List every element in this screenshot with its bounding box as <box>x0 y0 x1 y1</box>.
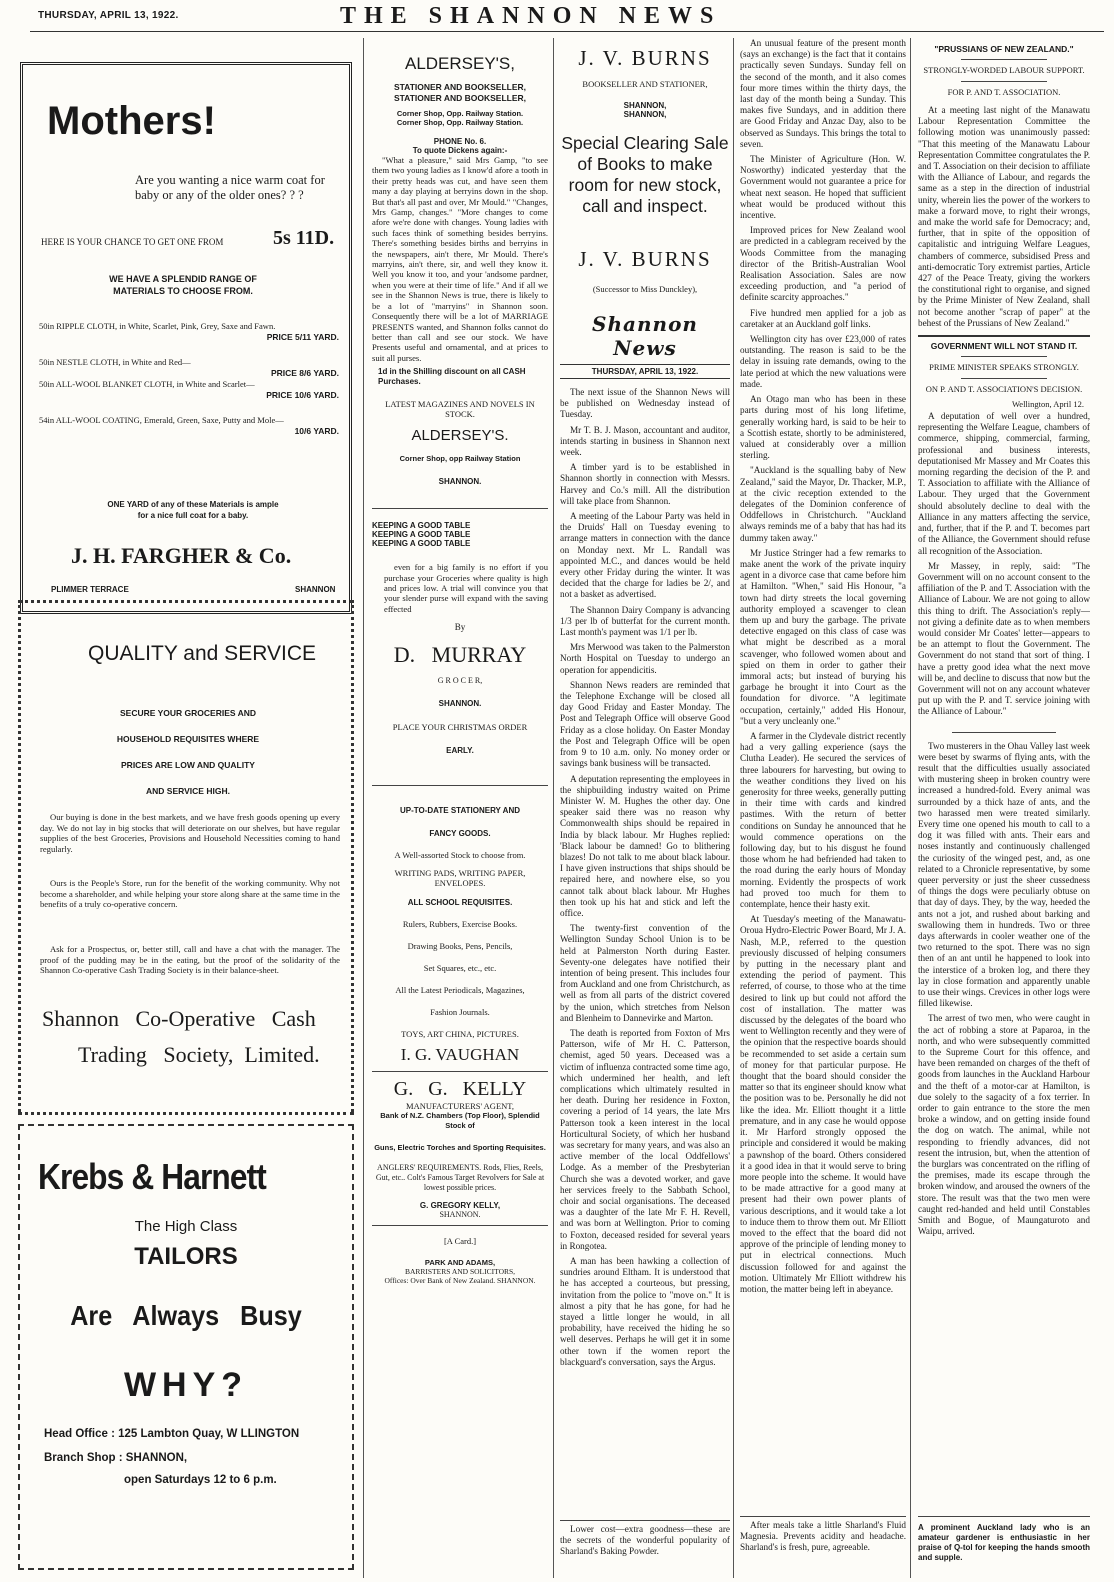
item-price: PRICE 10/6 YARD. <box>266 390 339 400</box>
park-offices: Offices: Over Bank of New Zealand. SHANNON. <box>384 1276 536 1286</box>
mothers-ad <box>20 62 352 614</box>
krebs-hours: open Saturdays 12 to 6 p.m. <box>124 1474 277 1486</box>
aldersey-title: ALDERSEY'S, <box>404 54 515 73</box>
news-para: Mrs Merwood was taken to the Palmerston North Hospital on Tuesday to undergo an operation for appendicitis. <box>560 642 730 675</box>
coop-border-right <box>351 600 354 1112</box>
headline-rule <box>961 81 1047 82</box>
burns-sub: BOOKSELLER AND STATIONER, <box>582 79 708 89</box>
vaughan-pads: WRITING PADS, WRITING PAPER, ENVELOPES. <box>394 868 526 889</box>
headline-rule <box>961 378 1047 379</box>
vaughan-assorted: A Well-assorted Stock to choose from. <box>394 850 526 861</box>
govt-para3: Mr Massey, in reply, said: "The Government will on no account consent to the affiliation of the P. and T. Association with the Alliance of Labour. We are not going to allow this thing to drift. The Association's reply—not giving a definite date as to when members would consider Mr Coates' letter—appears to be an attempt to flout the Government. The Government do not stand that sort of thing. I have a pretty good idea what the next move will be, and decline to discuss that now but the Government will not on any account whatever put up with the P. and T. service joining with the Alliance of Labour." <box>918 560 1090 717</box>
aldersey-corner1: Corner Shop, Opp. Railway Station. <box>396 109 524 118</box>
aldersey-discount: 1d in the Shilling discount on all CASH Purchases. <box>378 367 526 387</box>
masthead-date: THURSDAY, APRIL 13, 1922. <box>38 10 179 21</box>
section-rule <box>918 335 1090 337</box>
news-para: A deputation representing the employees in the shipbuilding industry waited on Prime Minister W. M. Hughes the other day. One speaker said there was no reason why Commonwealth ships should be repaired in India by black labour. Mr Hughes replied: 'Black labour be damned! Go to blithering blazes! Do not talk to me about black labour. I have given instructions that ships should be repaired here, and nowhere else, so you cannot talk about black labour. Mr Hughes then took up his hat and stick and left the office. <box>560 773 730 918</box>
govt-dateline: Wellington, April 12. <box>1011 399 1084 410</box>
ad-rule <box>372 785 548 786</box>
col5-footer-box <box>918 1516 1090 1567</box>
murray-text: even for a big family is no effort if you purchase your Groceries where quality is high and prices low. A trial will convince you that your slender purse will expand with the saving effected <box>384 562 548 614</box>
kelly-shannon: SHANNON. <box>439 1210 481 1220</box>
krebs-line2: TAILORS <box>134 1243 238 1270</box>
govt-para2: A deputation of well over a hundred, representing the Welfare League, chambers of commerce, shipping, commercial, farming, professional and business interests, deputationised Mr Massey and Mr Coates this morning regarding the decision of the P. and T. Association to affiliate with the Alliance of Labour. They urged that the Government should absolutely decline to deal with the Alliance in any matters affecting the service, and, further, that if the P. and T. becomes part of the Alliance, the Government should refuse all recognition of the Association. <box>918 411 1090 556</box>
aldersey-latest: LATEST MAGAZINES AND NOVELS IN STOCK. <box>385 399 535 420</box>
column-5-news <box>918 38 1090 1538</box>
aldersey-title-2: ALDERSEY'S. <box>411 427 509 445</box>
murray-xmas: PLACE YOUR CHRISTMAS ORDER <box>392 722 528 733</box>
news-para: Improved prices for New Zealand wool are predicted in a cablegram received by the Woods Committee from the managing director of the British-Australian Wool Realisation Association. Sales are now exceeding production, and "a period of definite scarcity approaches." <box>740 225 906 303</box>
coop-line2: HOUSEHOLD REQUISITES WHERE <box>116 734 260 744</box>
news-para: Shannon News readers are reminded that the Telephone Exchange will be closed all day Good Friday and Easter Monday. The Post and Telegraph Office will observe Good Friday as a close holiday. On Easter Monday the Post and Telegraph Office will be open from 9 to 10 a.m. only. No money order or savings bank business will be transacted. <box>560 679 730 769</box>
govt-head: GOVERNMENT WILL NOT STAND IT. <box>930 341 1078 352</box>
kelly-anglers: ANGLERS' REQUIREMENTS. Rods, Flies, Reels, Gut, etc.. Colt's Famous Target Revolvers for Sale at lowest possible prices. <box>375 1163 545 1193</box>
column-3-news <box>560 38 730 1578</box>
dickens-text: "What a pleasure," said Mrs Gamp, "to see them two young ladies as I know'd afore a tooth in their pretty heads was cut, and have seen them many a day playing at berryins down in the shop. But that's all past and over, Mr Mould." "Changes, Mrs Gamp, changes." "More changes to come afore we're done with changes. Young ladies with such faces think of something besides berryins. There's something besides births and berryins in the newspapers, ain't there, Mr Mould. There's marryins, ain't there, sir, and well they know it. Well you know it too, and your 'andsome pardner, when you were at their time of life." And if all we see in the Shannon News is true, there is likely to be a lot of "marryins" in Shannon soon. Consequently there will be a lot of MARRIAGE PRESENTS wanted, and Shannon folks cannot do better than call and see our stock. We have Presents useful and ornamental, and at prices to suit all purses. <box>372 155 548 363</box>
mothers-headline: Mothers! <box>47 99 216 143</box>
mothers-item <box>39 357 339 379</box>
krebs-why: WHY? <box>123 1366 249 1404</box>
fargher-firm: J. H. FARGHER & Co. <box>71 543 292 568</box>
krebs-line3: Are Always Busy <box>70 1300 302 1331</box>
vaughan-squares: Set Squares, etc., etc. <box>423 963 497 974</box>
musterers-para: Two musterers in the Ohau Valley last week were beset by swarms of flying ants, with the result that the difficulties usually associated with mustering sheep in broken country were increased a hundred-fold. Every animal was surrounded by a thick haze of ants, and the two harassed men were treated similarly. Every time one opened his mouth to call to a dog it was filled with ants. Their ears and noses instantly and continuously challenged the curiosity of the winged pest, and, as one related to a Chronicle representative, by some queer perversity or just the sheer cussedness of things the dogs were peculiarly obtuse on that day of days. They, by the way, heeded the ants not a jot, and rushed about barking and swallowing them in hundreds. Two or three days afterwards in cooler weather one of the two returned to the spot. There was no sign then of an ant until he happened to look into the interstice of a broken log, and there they lay in close formation and apparently unable to use their wings. Crevices in other logs were filled likewise. <box>918 740 1090 1009</box>
prussians-title: "PRUSSIANS OF NEW ZEALAND." <box>934 44 1074 54</box>
coop-border-left <box>18 600 21 1112</box>
govt-sub2: ON P. AND T. ASSOCIATION'S DECISION. <box>925 384 1083 395</box>
item-desc: 50in RIPPLE CLOTH, in White, Scarlet, Pink, Grey, Saxe and Fawn. <box>39 321 276 331</box>
item-price: 10/6 YARD. <box>294 426 339 436</box>
masthead-title: THE SHANNON NEWS <box>340 3 722 29</box>
item-desc: 54in ALL-WOOL COATING, Emerald, Green, Saxe, Putty and Mole— <box>39 415 284 425</box>
kelly-bank: Bank of N.Z. Chambers (Top Floor), Splendid Stock of <box>380 1111 540 1131</box>
vaughan-toys: TOYS, ART CHINA, PICTURES. <box>401 1029 519 1040</box>
column-divider <box>910 38 911 1578</box>
mothers-item <box>39 415 339 437</box>
vaughan-periodicals: All the Latest Periodicals, Magazines, <box>395 985 525 996</box>
aldersey-sub2: STATIONER AND BOOKSELLER, <box>393 92 527 103</box>
burns-title-2: J. V. BURNS <box>578 247 712 271</box>
ad-rule <box>372 1071 548 1072</box>
coop-line1: SECURE YOUR GROCERIES AND <box>119 708 257 718</box>
news-para: Mr Justice Stringer had a few remarks to make anent the work of the private inquiry agent in a divorce case that came before him at Hamilton. "When," said His Honour, "a town had dirty streets the local governing authority employed a scavenger to clean them up and bury the garbage. The private detective engaged on this class of case was what might be described as a moral scavenger, who followed women about and spied on them in order to gather their immoral acts; but instead of burying his garbage he brought it into Court as the foundation for divorce. "A legitimate occupation, certainly," added His Honour, "but a very uncleanly one." <box>740 547 906 726</box>
vaughan-rulers: Rulers, Rubbers, Exercise Books. <box>402 919 518 930</box>
news-para: An Otago man who has been in these parts during most of his long lifetime, generally working hard, is said to be heir to a Scottish estate, shortly to be administered, valued at considerably over a million sterling. <box>740 394 906 461</box>
coop-firm-line2: Trading Society, Limited. <box>78 1042 320 1067</box>
krebs-firm: Krebs & Harnett <box>38 1156 266 1197</box>
news-para: A man has been hawking a collection of sundries around Eltham. It is understood that he has accepted a courteous, but pressing, invitation from the police to "move on." It is almost a pity that he has gone, for had he stayed a little longer he would, in all probability, have received the hiding he so well deserves. Perhaps he will get it in some other town if the women report the blackguard's conversation, says the Argus. <box>560 1256 730 1367</box>
keeping-line3: KEEPING A GOOD TABLE <box>372 539 471 549</box>
news-para: A timber yard is to be established in Shannon shortly in connection with Messrs. Harvey and Co.'s mill. All the distribution will take place from Shannon. <box>560 462 730 506</box>
vaughan-drawing: Drawing Books, Pens, Pencils, <box>407 941 513 952</box>
burns-successor: (Successor to Miss Dunckley), <box>592 284 698 294</box>
stationery-line2: FANCY GOODS. <box>429 829 491 839</box>
news-para: The Shannon Dairy Company is advancing 1/3 per lb of butterfat for the current month. Last month's payment was 1/1 per lb. <box>560 604 730 638</box>
headline-rule <box>961 356 1047 357</box>
vaughan-school: ALL SCHOOL REQUISITES. <box>407 898 513 908</box>
fargher-address-right: SHANNON <box>295 585 336 594</box>
murray-name: D. MURRAY <box>393 642 527 668</box>
news-para: Mr T. B. J. Mason, accountant and auditor, intends starting in business in Shannon next week. <box>560 424 730 458</box>
news-para: The twenty-first convention of the Wellington Sunday School Union is to be held at Palmerston North during Easter. Seventy-one delegates have notified their intention of being present. This includes four from Auckland and one from Christchurch, as well as from all parts of the district covered by the union, which stretches from Nelson and Blenheim to Dannevirke and Marton. <box>560 923 730 1023</box>
col4-footer: After meals take a little Sharland's Fluid Magnesia. Prevents acidity and headache. Sharland's is fresh, pure, agreeable. <box>740 1520 906 1553</box>
burns-shannon-a: SHANNON, <box>623 101 667 110</box>
mothers-item <box>39 321 339 343</box>
prussians-sub1: STRONGLY-WORDED LABOUR SUPPORT. <box>923 65 1085 75</box>
kelly-signature: G. GREGORY KELLY, <box>419 1201 501 1211</box>
krebs-branch: Branch Shop : SHANNON, <box>44 1452 188 1464</box>
news-para: Wellington city has over £23,000 of rates outstanding. The reason is said to be the delay in issuing rate demands, owing to the late period at which the new valuations were made. <box>740 334 906 389</box>
aldersey-sub1: STATIONER AND BOOKSELLER, <box>393 82 527 92</box>
aldersey-corner2: Corner Shop, Opp. Railway Station. <box>396 118 524 127</box>
item-price: PRICE 8/6 YARD. <box>270 368 339 378</box>
mothers-question: Are you wanting a nice warm coat for baby or any of the older ones? ? ? <box>135 173 325 202</box>
ad-rule <box>372 1225 548 1226</box>
coop-border-bottom <box>18 1112 354 1115</box>
coop-border-top <box>18 600 354 603</box>
burns-title: J. V. BURNS <box>578 46 712 70</box>
coop-para3: Ask for a Prospectus, or, better still, call and have a chat with the manager. The proof of the pudding may be in the eating, but the proof of the solidarity of the Shannon Co-operative Cash Trading Society is in their balance-sheet. <box>40 944 340 975</box>
coop-firm-line1: Shannon Co-Operative Cash <box>42 1006 316 1031</box>
coop-line4: AND SERVICE HIGH. <box>146 786 230 796</box>
kelly-name: G. G. KELLY <box>393 1078 527 1101</box>
column-4-news <box>740 38 906 1538</box>
park-card: [A Card.] <box>443 1236 477 1247</box>
kelly-guns: Guns, Electric Torches and Sporting Requisites. <box>374 1143 546 1153</box>
kelly-sub: MANUFACTURERS' AGENT, <box>406 1101 514 1112</box>
mothers-range: WE HAVE A SPLENDID RANGE OF MATERIALS TO CHOOSE FROM. <box>109 274 257 296</box>
news-paragraphs <box>560 387 730 1368</box>
mothers-yard-note: ONE YARD of any of these Materials is ample for a nice full coat for a baby. <box>107 500 279 520</box>
park-name: PARK AND ADAMS, <box>424 1258 496 1268</box>
murray-by: By <box>454 622 466 633</box>
aldersey-phone: PHONE No. 6. <box>433 137 487 146</box>
col5-footer: A prominent Auckland lady who is an amateur gardener is enthusiastic in her praise of Q-tol for keeping the hands smooth and supple. <box>918 1523 1090 1562</box>
murray-early: EARLY. <box>446 746 474 756</box>
keeping-line2: KEEPING A GOOD TABLE <box>372 530 471 540</box>
column-divider <box>363 38 364 1578</box>
krebs-border-left <box>18 1124 20 1570</box>
item-desc: 50in NESTLE CLOTH, in White and Red— <box>39 357 191 367</box>
prussians-para1: At a meeting last night of the Manawatu Labour Representation Committee the following motion was unanimously passed: "That this meeting of the Manawatu Labour Representation Committee congratulates the P. and T. Association on their decision to affiliate with the Alliance of Labour, and regards the same as a step in the direction of industrial unity, wherein lies the power of the workers to make a forward move, to right their wrongs, and make the world safe for Democracy; and, further, that in spite of the opposition of capitalistic and intriguing Welfare Leagues, chambers of commerce, subsidised Press and anti-democratic Tory extremist parties, Article 427 of the Peace Treaty, giving the workers the constitutional right to organise, and signed by the Prime Minister of New Zealand, shall not become another "scrap of paper" at the behest of the Prussians of New Zealand." <box>918 105 1090 328</box>
burns-shannon-b: SHANNON, <box>623 110 667 119</box>
krebs-head-office: Head Office : 125 Lambton Quay, W LLINGTON <box>44 1428 300 1440</box>
stationery-line1: UP-TO-DATE STATIONERY AND <box>400 806 520 816</box>
prussians-sub2: FOR P. AND T. ASSOCIATION. <box>947 87 1061 97</box>
section-rule <box>952 732 1055 733</box>
item-price: PRICE 5/11 YARD. <box>266 332 339 342</box>
item-desc: 50in ALL-WOOL BLANKET CLOTH, in White and Scarlet— <box>39 379 255 389</box>
col4-footer-box <box>740 1516 906 1567</box>
news-para: An unusual feature of the present month (says an exchange) is the fact that it contains practically seven Sundays. Sunday fell on the second of the month, and it also comes four more times within the thirty days, the last day of the month being a Sunday. This makes five Sundays, and in addition there are Good Friday and Anzac Day, also to be observed as Sundays. This brings the total to seven. <box>740 38 906 149</box>
headline-rule <box>961 59 1047 60</box>
news-para: "Auckland is the squalling baby of New Zealand," said the Mayor, Dr. Thacker, M.P., at the civic reception extended to the delegates of the Dominion conference of Oddfellows in Christchurch. "Auckland always reminds me of a baby that has had its dummy taken away." <box>740 465 906 543</box>
mothers-price: 5s 11D. <box>273 227 335 249</box>
burns-sale: Special Clearing Sale of Books to make room for new stock, call and inspect. <box>561 133 729 216</box>
coop-para1: Our buying is done in the best markets, and we have fresh goods opening up every day. We do not lay in big stocks that will deteriorate on our shelves, but have regular supplies of the best Groceries, Provisions and Household Necessities coming to hand regularly. <box>40 812 340 854</box>
column-divider <box>733 38 734 1578</box>
column-divider <box>553 38 554 1578</box>
col3-footer-box <box>560 1520 730 1561</box>
news-para: Five hundred men applied for a job as caretaker at an Auckland golf links. <box>740 307 906 329</box>
arrest-para: The arrest of two men, who were caught in the act of robbing a store at Paparoa, in the north, and who were subsequently committed to the Supreme Court for this offence, and have been remanded on charges of the theft of goods from launches in the Auckland Harbour and the theft of a motor-car at Hamilton, is due solely to the sagacity of a fox terrier. In order to gain entrance to the store the men broke a window, and on getting inside found the dog on watch. The animal, while not responding to friendly advances, did not resent the intrusion, but, when the attention of the burglars was concentrated on the rifling of the premises, made its escape through the broken window, and aroused the owners of the store. The result was that the two men were caught red-handed and held until Constables Smith and Bogue, of Maungaturoto and Waipu, arrived. <box>918 1013 1090 1237</box>
mothers-chance: HERE IS YOUR CHANCE TO GET ONE FROM <box>41 237 224 247</box>
krebs-border-right <box>352 1124 354 1570</box>
murray-grocer: G R O C E R, <box>437 676 483 686</box>
news-para: The next issue of the Shannon News will be published on Wednesday instead of Tuesday. <box>560 387 730 420</box>
mothers-item <box>39 379 339 401</box>
coop-line3: PRICES ARE LOW AND QUALITY <box>121 760 255 770</box>
news-para: The death is reported from Foxton of Mrs Patterson, wife of Mr H. C. Patterson, chemist, aged 50 years. Deceased was a victim of influenza contracted some time ago, which undermined her health, and left complications which ultimately resulted in her death. During her residence in Foxton, covering a period of 14 years, the late Mrs Patterson took a keen interest in the local Horticultural Society, of which her husband was secretary for many years, and was also an active member of the local Oddfellows' Lodge. As a member of the Presbyterian Church she was a devoted worker, and gave her services freely to the Sabbath School, choir and social organisations. The deceased was a daughter of the late Mr F. H. Revell, and was born at Wellington. Prior to coming to Foxton, deceased resided for several years in Rongotea. <box>560 1027 730 1251</box>
coop-headline: QUALITY and SERVICE <box>88 642 316 665</box>
col3-footer: Lower cost—extra goodness—these are the secrets of the wonderful popularity of Sharland's Baking Powder. <box>560 1524 730 1557</box>
govt-sub1: PRIME MINISTER SPEAKS STRONGLY. <box>929 362 1079 373</box>
krebs-border-top <box>18 1124 354 1126</box>
aldersey-shannon: SHANNON. <box>438 477 482 487</box>
masthead-rule <box>30 31 1104 32</box>
news-para: At Tuesday's meeting of the Manawatu-Oroua Hydro-Electric Power Board, Mr J. A. Nash, M.P., referred to the question previously discussed of helping consumers by putting in the necessary plant and extending the period of payment. This referred, of course, to those who at the time desired to link up but could not afford the cost of installation. The matter was discussed by the delegates of the board who went to Wellington recently and they were of the opinion that the respective boards should be recommended to set aside a certain sum of money for that particular purpose. He thought that the board should consider the matter so that its engineer should know what the position was to be. Personally he did not like the idea. Mr. Elliott thought it a little premature, and in any case he would oppose it. Mr Harford strongly opposed the principle and considered it would be making a pawnshop of the board. Others considered it a good idea in that it would serve to bring more people into the scheme. It would have to be made attractive for a good many at present had their own power plants of various descriptions, and it would take a lot to induce them to throw them out. Mr Elliott moved to the effect that the board did not approve of the principle of lending money to put in electrical connections. Much discussion followed for and against the motion. Ultimately Mr Elliott withdrew his motion, the matter being left in abeyance. <box>740 914 906 1294</box>
park-barristers: BARRISTERS AND SOLICITORS, <box>404 1267 516 1277</box>
nameplate: Shannon News <box>592 312 698 360</box>
mothers-item-list <box>39 321 339 437</box>
news-para: A meeting of the Labour Party was held in the Druids' Hall on Tuesday evening to arrange matters in connection with the dance on Monday next. Mr L. Randall was appointed M.C., and dances would be held every other Friday during the winter. It was decided that the charge for ladies be 2/, and not a basket as advertised. <box>560 511 730 600</box>
murray-shannon: SHANNON. <box>438 699 482 709</box>
keeping-line1: KEEPING A GOOD TABLE <box>372 521 471 531</box>
vaughan-name: I. G. VAUGHAN <box>400 1045 520 1065</box>
column-1-ads <box>18 38 356 1578</box>
news-para: The Minister of Agriculture (Hon. W. Nosworthy) indicated yesterday that the Government would not guarantee a price for wheat next season. He hoped that sufficient wheat would be produced without this incentive. <box>740 154 906 221</box>
ad-rule <box>372 508 548 509</box>
coop-para2: Ours is the People's Store, run for the benefit of the working community. Why not become a shareholder, and while helping your store along share at the same time in the benefits of a truly co-operative concern. <box>40 878 340 909</box>
column-2-ads <box>372 38 548 1578</box>
krebs-border-bottom <box>18 1568 354 1570</box>
nameplate-date: THURSDAY, APRIL 13, 1922. <box>560 364 730 379</box>
vaughan-fashion: Fashion Journals. <box>430 1007 490 1018</box>
fargher-address-left: PLIMMER TERRACE <box>51 585 129 594</box>
dickens-intro: To quote Dickens again:- <box>412 146 508 155</box>
krebs-line1: The High Class <box>134 1218 238 1235</box>
news-para: A farmer in the Clydevale district recently had a very galling experience (says the Clutha Leader). He secured the services of three labourers for harvesting, but owing to the weather conditions they lived on his generosity for three weeks, generally putting in their time with cards and kindred pastimes. With the return of better conditions on Sunday he announced that he would commence operations on the following day, but to his disgust he found those whom he had befriended had taken to the road during the early hours of Monday morning. Evidently the prospects of work had proved too much for them to contemplate, hence their hasty exit. <box>740 730 906 910</box>
aldersey-corner3: Corner Shop, opp Railway Station <box>399 454 521 464</box>
